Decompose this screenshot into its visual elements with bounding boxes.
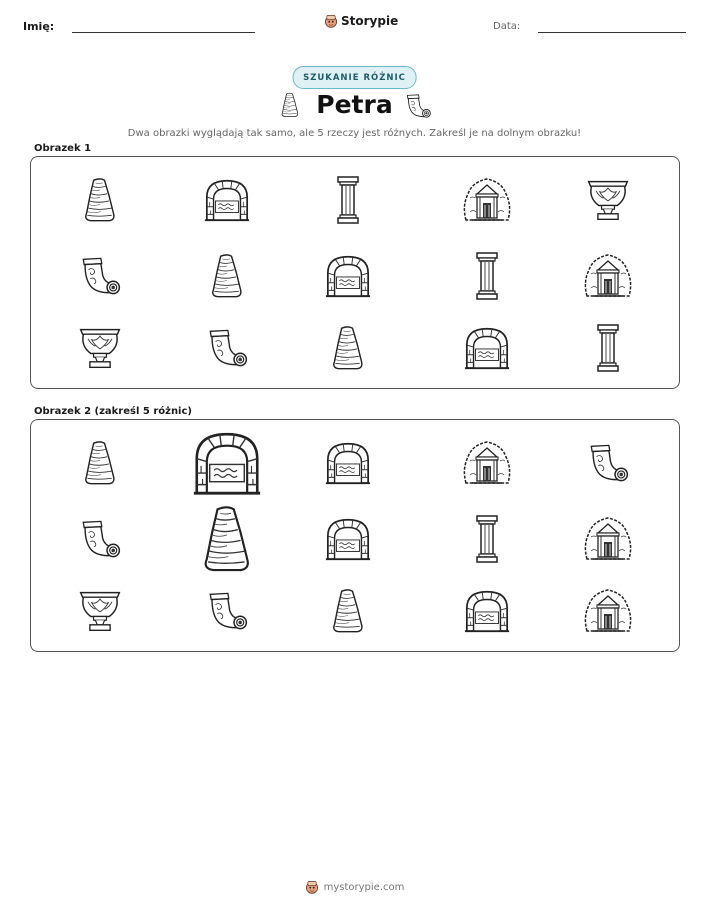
pipe-icon — [83, 258, 119, 293]
picture1-panel — [30, 156, 680, 389]
well-icon[interactable] — [326, 444, 370, 483]
urn-icon — [81, 330, 120, 368]
well-icon — [326, 257, 370, 296]
name-label: Imię: — [23, 20, 55, 33]
brand-name: Storypie — [341, 14, 399, 28]
name-field[interactable] — [72, 32, 255, 33]
well-icon[interactable] — [465, 592, 509, 631]
urn-icon[interactable] — [81, 593, 120, 631]
temple-icon — [585, 255, 630, 296]
well-icon — [205, 181, 249, 220]
urn-icon — [589, 182, 628, 220]
storypie-logo-icon — [324, 14, 338, 28]
storypie-logo-icon — [305, 880, 319, 894]
rock-icon[interactable] — [334, 590, 362, 632]
temple-icon — [464, 179, 509, 220]
column-icon — [338, 177, 358, 223]
brand — [324, 14, 398, 28]
footer — [0, 880, 709, 894]
temple-icon[interactable] — [464, 442, 509, 483]
picture1-label: Obrazek 1 — [34, 143, 92, 154]
column-icon[interactable] — [477, 516, 497, 562]
rock-icon — [213, 255, 241, 297]
pipe-icon[interactable] — [210, 593, 246, 628]
date-label: Data: — [493, 21, 521, 32]
page-title: Petra — [316, 90, 393, 119]
picture2-label: Obrazek 2 (zakreśl 5 różnic) — [34, 406, 192, 417]
pipe-icon — [404, 93, 432, 119]
pipe-icon — [210, 330, 246, 365]
well-icon[interactable] — [326, 520, 370, 559]
column-icon — [477, 253, 497, 299]
temple-icon[interactable] — [585, 518, 630, 559]
rock-icon[interactable] — [86, 442, 114, 484]
pipe-icon[interactable] — [591, 445, 627, 480]
picture2-panel[interactable] — [30, 419, 680, 652]
rock-icon — [86, 179, 114, 221]
rock-icon — [334, 327, 362, 369]
rock-icon[interactable] — [206, 507, 248, 570]
activity-badge: SZUKANIE RÓŻNIC — [292, 66, 417, 89]
pipe-icon[interactable] — [83, 521, 119, 556]
picture2-grid — [31, 420, 681, 653]
temple-icon[interactable] — [585, 590, 630, 631]
date-field[interactable] — [538, 32, 686, 33]
picture1-grid — [31, 157, 681, 390]
well-icon — [465, 329, 509, 368]
footer-url[interactable]: mystorypie.com — [323, 881, 405, 893]
well-icon[interactable] — [194, 434, 260, 493]
column-icon — [598, 325, 618, 371]
instructions: Dwa obrazki wyglądają tak samo, ale 5 rzeczy jest różnych. Zakreśl je na dolnym obrazku! — [127, 128, 582, 139]
